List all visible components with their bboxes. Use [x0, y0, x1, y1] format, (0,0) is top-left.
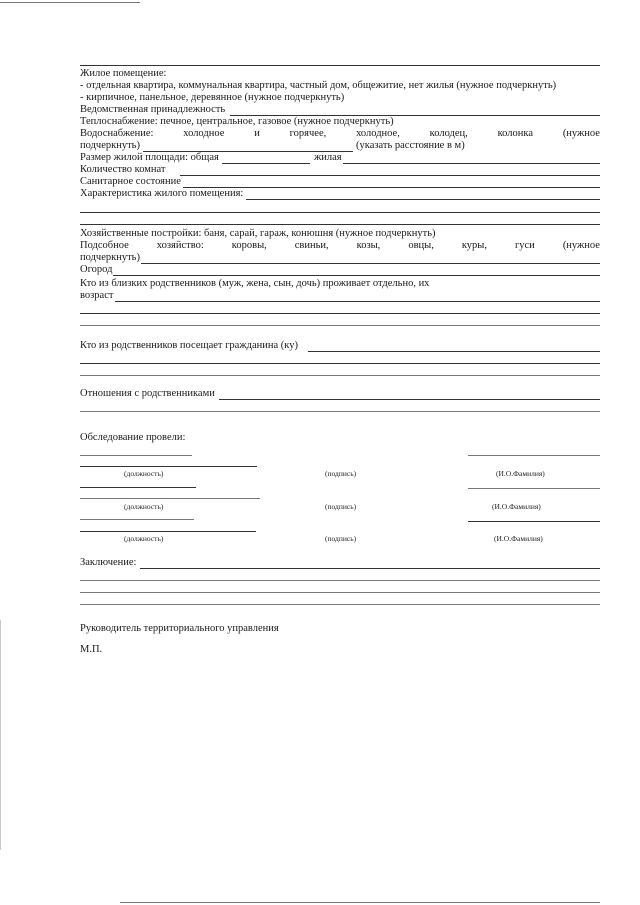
relatives-line-3[interactable] [80, 325, 600, 326]
inspector-1-name-caption: (И.О.Фамилия) [496, 469, 545, 478]
inspector-1-prefield[interactable] [80, 455, 192, 456]
inspector-3-position-caption: (должность) [124, 534, 164, 543]
apartment-types-text: - отдельная квартира, коммунальная квартира, частный дом, общежитие, нет жилья (нужное подчеркнуть) [80, 80, 557, 91]
stamp-label: М.П. [80, 644, 103, 655]
characteristics-field[interactable] [246, 199, 600, 200]
area-total-label: Размер жилой площади: общая [80, 152, 219, 163]
water-word: колодец, [429, 128, 468, 139]
characteristics-label: Характеристика жилого помещения: [80, 188, 244, 199]
water-word: холодное [183, 128, 225, 139]
top-rule [80, 65, 600, 66]
relatives-age-field[interactable] [115, 301, 600, 302]
inspection-title: Обследование провели: [80, 432, 186, 443]
inspector-1-position-field[interactable] [80, 466, 257, 467]
inspector-3-name-prefield[interactable] [468, 521, 600, 522]
water-supply-line [80, 128, 600, 140]
building-materials-text: - кирпичное, панельное, деревянное (нужное подчеркнуть) [80, 92, 345, 103]
outbuildings-text: Хозяйственные постройки: баня, сарай, гараж, конюшня (нужное подчеркнуть) [80, 228, 436, 239]
farm-word: Подсобное [80, 240, 129, 251]
inspector-3-signature-caption: (подпись) [325, 534, 357, 543]
inspector-2-prefield[interactable] [80, 487, 196, 488]
head-of-department-label: Руководитель территориального управления [80, 623, 279, 634]
area-living-label: жилая [314, 152, 342, 163]
relations-field[interactable] [219, 399, 600, 400]
water-word: и [254, 128, 260, 139]
visits-label: Кто из родственников посещает гражданина (ку) [80, 340, 298, 351]
inspector-2-position-caption: (должность) [124, 502, 164, 511]
inspector-3-name-caption: (И.О.Фамилия) [494, 534, 543, 543]
garden-label: Огород [80, 264, 113, 275]
farm-word: (нужное [562, 240, 600, 251]
area-total-field[interactable] [222, 163, 310, 164]
water-word: Водоснабжение: [80, 128, 154, 139]
relations-line-2[interactable] [80, 411, 600, 412]
heating-text: Теплоснабжение: печное, центральное, газовое (нужное подчеркнуть) [80, 116, 394, 127]
farm-word: овцы, [408, 240, 434, 251]
relatives-separate-text: Кто из близких родственников (муж, жена, сын, дочь) проживает отдельно, их [80, 278, 430, 289]
water-word: колонка [497, 128, 533, 139]
inspector-2-position-field[interactable] [80, 498, 260, 499]
housing-heading: Жилое помещение: [80, 68, 167, 79]
characteristics-line-2[interactable] [80, 212, 600, 213]
inspector-1-position-caption: (должность) [124, 469, 164, 478]
water-word: горячее, [289, 128, 327, 139]
conclusion-line-4[interactable] [80, 604, 600, 605]
farm-word: коровы, [231, 240, 267, 251]
conclusion-line-3[interactable] [80, 592, 600, 593]
farm-line [80, 240, 600, 252]
farm-word: хозяйство: [156, 240, 204, 251]
inspector-1-signature-caption: (подпись) [325, 469, 357, 478]
water-supply-cont: подчеркнуть) [80, 140, 140, 151]
sanitary-field[interactable] [183, 187, 600, 188]
water-word: (нужное [562, 128, 600, 139]
garden-field[interactable] [113, 275, 600, 276]
conclusion-label: Заключение: [80, 557, 137, 568]
affiliation-label: Ведомственная принадлежность [80, 104, 226, 115]
visits-field[interactable] [308, 351, 600, 352]
farm-word: куры, [461, 240, 487, 251]
inspector-2-name-prefield[interactable] [468, 488, 600, 489]
inspector-3-position-field[interactable] [80, 531, 256, 532]
left-page-edge [0, 620, 1, 850]
characteristics-line-3[interactable] [80, 224, 600, 225]
visits-line-2[interactable] [80, 363, 600, 364]
rooms-label: Количество комнат [80, 164, 166, 175]
water-distance-note: (указать расстояние в м) [356, 140, 465, 151]
inspector-3-prefield[interactable] [80, 519, 194, 520]
farm-word: козы, [356, 240, 381, 251]
visits-line-3[interactable] [80, 375, 600, 376]
farm-word: гуси [514, 240, 535, 251]
area-living-field[interactable] [343, 163, 600, 164]
bottom-rule [120, 902, 600, 903]
water-word: холодное, [356, 128, 400, 139]
inspector-2-signature-caption: (подпись) [325, 502, 357, 511]
rooms-field[interactable] [180, 175, 600, 176]
top-corner-mark [0, 2, 140, 3]
farm-cont: подчеркнуть) [80, 252, 140, 263]
inspector-2-name-caption: (И.О.Фамилия) [492, 502, 541, 511]
farm-field[interactable] [141, 263, 600, 264]
relatives-line-2[interactable] [80, 313, 600, 314]
conclusion-field[interactable] [140, 568, 600, 569]
relatives-age-label: возраст [80, 290, 114, 301]
relations-label: Отношения с родственниками [80, 388, 215, 399]
sanitary-label: Санитарное состояние [80, 176, 181, 187]
conclusion-line-2[interactable] [80, 580, 600, 581]
inspector-1-name-prefield[interactable] [468, 455, 600, 456]
farm-word: свиньи, [294, 240, 329, 251]
